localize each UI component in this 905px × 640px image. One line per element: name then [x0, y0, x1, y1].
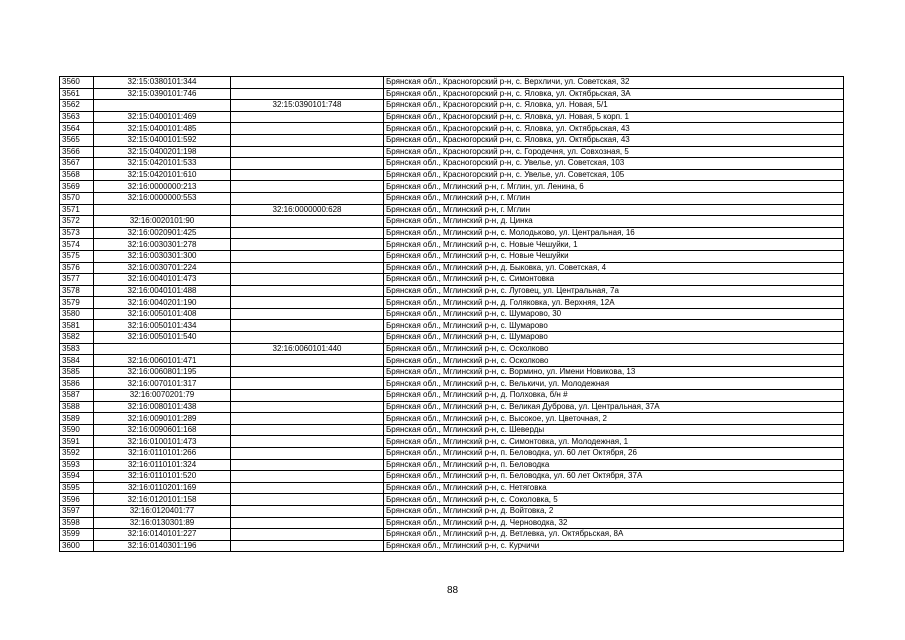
- related-cadastral-number-cell: [231, 262, 384, 274]
- cadastral-number-cell: 32:16:0110101:520: [94, 471, 231, 483]
- related-cadastral-number-cell: [231, 505, 384, 517]
- table-row: [60, 158, 844, 170]
- table-row: [60, 436, 844, 448]
- cadastral-number-cell: 32:16:0050101:540: [94, 332, 231, 344]
- cadastral-number-cell: 32:16:0120401:77: [94, 505, 231, 517]
- related-cadastral-number-cell: [231, 123, 384, 135]
- related-cadastral-number-cell: 32:15:0390101:748: [231, 100, 384, 112]
- cadastral-number-cell: 32:16:0050101:434: [94, 320, 231, 332]
- related-cadastral-number-cell: [231, 424, 384, 436]
- related-cadastral-number-cell: [231, 77, 384, 89]
- related-cadastral-number-cell: [231, 216, 384, 228]
- address-cell: Брянская обл., Мглинский р-н, с. Вормино, ул. Имени Новикова, 13: [384, 366, 844, 378]
- table-row: [60, 88, 844, 100]
- cadastral-number-cell: 32:15:0400101:469: [94, 111, 231, 123]
- address-cell: Брянская обл., Мглинский р-н, с. Высокое, ул. Цветочная, 2: [384, 413, 844, 425]
- related-cadastral-number-cell: [231, 390, 384, 402]
- row-number-cell: 3597: [60, 505, 94, 517]
- address-cell: Брянская обл., Мглинский р-н, с. Шумарово: [384, 320, 844, 332]
- cadastral-number-cell: 32:16:0030301:300: [94, 250, 231, 262]
- row-number-cell: 3561: [60, 88, 94, 100]
- address-cell: Брянская обл., Мглинский р-н, д. Войтовка, 2: [384, 505, 844, 517]
- address-cell: Брянская обл., Мглинский р-н, п. Беловодка, ул. 60 лет Октября, 37А: [384, 471, 844, 483]
- row-number-cell: 3590: [60, 424, 94, 436]
- cadastral-number-cell: 32:15:0400101:592: [94, 134, 231, 146]
- cadastral-number-cell: 32:16:0020901:425: [94, 227, 231, 239]
- related-cadastral-number-cell: 32:16:0000000:628: [231, 204, 384, 216]
- address-cell: Брянская обл., Мглинский р-н, с. Нетяговка: [384, 482, 844, 494]
- table-row: [60, 111, 844, 123]
- cadastral-number-cell: 32:15:0420101:610: [94, 169, 231, 181]
- related-cadastral-number-cell: [231, 529, 384, 541]
- cadastral-number-cell: 32:15:0400101:485: [94, 123, 231, 135]
- address-cell: Брянская обл., Мглинский р-н, с. Симонтовка: [384, 274, 844, 286]
- table-row: [60, 134, 844, 146]
- cadastral-number-cell: 32:16:0000000:213: [94, 181, 231, 193]
- table-row: [60, 378, 844, 390]
- cadastral-number-cell: 32:16:0070201:79: [94, 390, 231, 402]
- table-row: [60, 332, 844, 344]
- row-number-cell: 3591: [60, 436, 94, 448]
- table-row: [60, 424, 844, 436]
- address-cell: Брянская обл., Мглинский р-н, с. Симонтовка, ул. Молодежная, 1: [384, 436, 844, 448]
- address-cell: Брянская обл., Мглинский р-н, д. Цинка: [384, 216, 844, 228]
- row-number-cell: 3600: [60, 540, 94, 552]
- row-number-cell: 3588: [60, 401, 94, 413]
- related-cadastral-number-cell: [231, 181, 384, 193]
- cadastral-number-cell: 32:16:0140301:196: [94, 540, 231, 552]
- address-cell: Брянская обл., Красногорский р-н, с. Увелье, ул. Советская, 105: [384, 169, 844, 181]
- table-row: [60, 239, 844, 251]
- related-cadastral-number-cell: [231, 274, 384, 286]
- cadastral-number-cell: 32:16:0020101:90: [94, 216, 231, 228]
- row-number-cell: 3577: [60, 274, 94, 286]
- table-row: [60, 204, 844, 216]
- cadastral-number-cell: 32:16:0030701:224: [94, 262, 231, 274]
- address-cell: Брянская обл., Мглинский р-н, г. Мглин: [384, 192, 844, 204]
- related-cadastral-number-cell: [231, 285, 384, 297]
- table-row: [60, 320, 844, 332]
- table-row: [60, 123, 844, 135]
- related-cadastral-number-cell: [231, 459, 384, 471]
- row-number-cell: 3586: [60, 378, 94, 390]
- table-row: [60, 355, 844, 367]
- cadastral-number-cell: [94, 204, 231, 216]
- related-cadastral-number-cell: [231, 436, 384, 448]
- table-row: [60, 227, 844, 239]
- cadastral-number-cell: [94, 343, 231, 355]
- address-cell: Брянская обл., Мглинский р-н, д. Голяковка, ул. Верхняя, 12А: [384, 297, 844, 309]
- row-number-cell: 3575: [60, 250, 94, 262]
- address-cell: Брянская обл., Мглинский р-н, д. Ветлевка, ул. Октябрьская, 8А: [384, 529, 844, 541]
- related-cadastral-number-cell: [231, 540, 384, 552]
- address-cell: Брянская обл., Красногорский р-н, с. Городечня, ул. Совхозная, 5: [384, 146, 844, 158]
- related-cadastral-number-cell: [231, 88, 384, 100]
- related-cadastral-number-cell: [231, 308, 384, 320]
- related-cadastral-number-cell: [231, 146, 384, 158]
- table-row: [60, 517, 844, 529]
- address-cell: Брянская обл., Мглинский р-н, с. Осколково: [384, 343, 844, 355]
- address-cell: Брянская обл., Мглинский р-н, п. Беловодка: [384, 459, 844, 471]
- table-row: [60, 308, 844, 320]
- related-cadastral-number-cell: [231, 239, 384, 251]
- cadastral-number-cell: 32:16:0060101:471: [94, 355, 231, 367]
- cadastral-number-cell: 32:16:0110101:266: [94, 448, 231, 460]
- related-cadastral-number-cell: [231, 517, 384, 529]
- address-cell: Брянская обл., Мглинский р-н, с. Шумарово, 30: [384, 308, 844, 320]
- related-cadastral-number-cell: [231, 378, 384, 390]
- table-row: [60, 390, 844, 402]
- row-number-cell: 3579: [60, 297, 94, 309]
- related-cadastral-number-cell: [231, 401, 384, 413]
- address-cell: Брянская обл., Красногорский р-н, с. Яловка, ул. Октябрьская, 43: [384, 123, 844, 135]
- address-cell: Брянская обл., Мглинский р-н, с. Молодьково, ул. Центральная, 16: [384, 227, 844, 239]
- related-cadastral-number-cell: [231, 134, 384, 146]
- address-cell: Брянская обл., Красногорский р-н, с. Увелье, ул. Советская, 103: [384, 158, 844, 170]
- cadastral-number-cell: 32:15:0390101:746: [94, 88, 231, 100]
- row-number-cell: 3585: [60, 366, 94, 378]
- address-cell: Брянская обл., Красногорский р-н, с. Яловка, ул. Новая, 5/1: [384, 100, 844, 112]
- related-cadastral-number-cell: [231, 413, 384, 425]
- table-row: [60, 169, 844, 181]
- table-row: [60, 181, 844, 193]
- related-cadastral-number-cell: [231, 448, 384, 460]
- registry-table: [59, 76, 844, 552]
- table-row: [60, 494, 844, 506]
- related-cadastral-number-cell: [231, 494, 384, 506]
- cadastral-number-cell: 32:16:0110201:169: [94, 482, 231, 494]
- table-row: [60, 216, 844, 228]
- table-row: [60, 413, 844, 425]
- table-row: [60, 262, 844, 274]
- row-number-cell: 3593: [60, 459, 94, 471]
- related-cadastral-number-cell: [231, 482, 384, 494]
- row-number-cell: 3595: [60, 482, 94, 494]
- table-row: [60, 274, 844, 286]
- cadastral-number-cell: 32:16:0070101:317: [94, 378, 231, 390]
- row-number-cell: 3560: [60, 77, 94, 89]
- cadastral-number-cell: 32:15:0380101:344: [94, 77, 231, 89]
- address-cell: Брянская обл., Мглинский р-н, с. Курчичи: [384, 540, 844, 552]
- cadastral-number-cell: [94, 100, 231, 112]
- cadastral-number-cell: 32:16:0110101:324: [94, 459, 231, 471]
- row-number-cell: 3596: [60, 494, 94, 506]
- address-cell: Брянская обл., Красногорский р-н, с. Яловка, ул. Октябрьская, 43: [384, 134, 844, 146]
- row-number-cell: 3567: [60, 158, 94, 170]
- cadastral-number-cell: 32:16:0040201:190: [94, 297, 231, 309]
- row-number-cell: 3594: [60, 471, 94, 483]
- table-row: [60, 459, 844, 471]
- related-cadastral-number-cell: 32:16:0060101:440: [231, 343, 384, 355]
- related-cadastral-number-cell: [231, 471, 384, 483]
- related-cadastral-number-cell: [231, 297, 384, 309]
- row-number-cell: 3576: [60, 262, 94, 274]
- table-row: [60, 285, 844, 297]
- cadastral-number-cell: 32:16:0090101:289: [94, 413, 231, 425]
- registry-table-body: [60, 77, 844, 552]
- row-number-cell: 3572: [60, 216, 94, 228]
- table-row: [60, 297, 844, 309]
- row-number-cell: 3578: [60, 285, 94, 297]
- cadastral-number-cell: 32:16:0090601:168: [94, 424, 231, 436]
- table-row: [60, 100, 844, 112]
- related-cadastral-number-cell: [231, 158, 384, 170]
- table-row: [60, 540, 844, 552]
- row-number-cell: 3599: [60, 529, 94, 541]
- cadastral-number-cell: 32:16:0060801:195: [94, 366, 231, 378]
- address-cell: Брянская обл., Мглинский р-н, с. Новые Чешуйки, 1: [384, 239, 844, 251]
- table-row: [60, 505, 844, 517]
- cadastral-number-cell: 32:16:0140101:227: [94, 529, 231, 541]
- row-number-cell: 3589: [60, 413, 94, 425]
- row-number-cell: 3584: [60, 355, 94, 367]
- address-cell: Брянская обл., Мглинский р-н, п. Беловодка, ул. 60 лет Октября, 26: [384, 448, 844, 460]
- row-number-cell: 3562: [60, 100, 94, 112]
- table-row: [60, 343, 844, 355]
- row-number-cell: 3592: [60, 448, 94, 460]
- table-row: [60, 401, 844, 413]
- table-row: [60, 192, 844, 204]
- address-cell: Брянская обл., Мглинский р-н, с. Осколково: [384, 355, 844, 367]
- address-cell: Брянская обл., Мглинский р-н, с. Великая Дуброва, ул. Центральная, 37А: [384, 401, 844, 413]
- cadastral-number-cell: 32:16:0130301:89: [94, 517, 231, 529]
- table-row: [60, 448, 844, 460]
- address-cell: Брянская обл., Мглинский р-н, с. Соколовка, 5: [384, 494, 844, 506]
- address-cell: Брянская обл., Мглинский р-н, д. Полховка, б/н #: [384, 390, 844, 402]
- page-number: 88: [446, 585, 459, 596]
- row-number-cell: 3580: [60, 308, 94, 320]
- address-cell: Брянская обл., Мглинский р-н, д. Быковка, ул. Советская, 4: [384, 262, 844, 274]
- row-number-cell: 3583: [60, 343, 94, 355]
- row-number-cell: 3570: [60, 192, 94, 204]
- related-cadastral-number-cell: [231, 332, 384, 344]
- related-cadastral-number-cell: [231, 250, 384, 262]
- table-row: [60, 146, 844, 158]
- table-row: [60, 529, 844, 541]
- table-row: [60, 482, 844, 494]
- row-number-cell: 3587: [60, 390, 94, 402]
- row-number-cell: 3573: [60, 227, 94, 239]
- address-cell: Брянская обл., Мглинский р-н, д. Черноводка, 32: [384, 517, 844, 529]
- related-cadastral-number-cell: [231, 192, 384, 204]
- related-cadastral-number-cell: [231, 169, 384, 181]
- address-cell: Брянская обл., Красногорский р-н, с. Яловка, ул. Новая, 5 корп. 1: [384, 111, 844, 123]
- address-cell: Брянская обл., Мглинский р-н, с. Велькичи, ул. Молодежная: [384, 378, 844, 390]
- cadastral-number-cell: 32:16:0050101:408: [94, 308, 231, 320]
- related-cadastral-number-cell: [231, 111, 384, 123]
- related-cadastral-number-cell: [231, 320, 384, 332]
- address-cell: Брянская обл., Мглинский р-н, с. Шеверды: [384, 424, 844, 436]
- cadastral-number-cell: 32:15:0400201:198: [94, 146, 231, 158]
- cadastral-number-cell: 32:15:0420101:533: [94, 158, 231, 170]
- address-cell: Брянская обл., Мглинский р-н, г. Мглин, ул. Ленина, 6: [384, 181, 844, 193]
- table-row: [60, 77, 844, 89]
- row-number-cell: 3574: [60, 239, 94, 251]
- address-cell: Брянская обл., Красногорский р-н, с. Яловка, ул. Октябрьская, 3А: [384, 88, 844, 100]
- cadastral-number-cell: 32:16:0080101:438: [94, 401, 231, 413]
- address-cell: Брянская обл., Мглинский р-н, г. Мглин: [384, 204, 844, 216]
- table-row: [60, 471, 844, 483]
- row-number-cell: 3598: [60, 517, 94, 529]
- related-cadastral-number-cell: [231, 355, 384, 367]
- address-cell: Брянская обл., Мглинский р-н, с. Новые Чешуйки: [384, 250, 844, 262]
- row-number-cell: 3564: [60, 123, 94, 135]
- address-cell: Брянская обл., Мглинский р-н, с. Шумарово: [384, 332, 844, 344]
- cadastral-number-cell: 32:16:0100101:473: [94, 436, 231, 448]
- row-number-cell: 3565: [60, 134, 94, 146]
- related-cadastral-number-cell: [231, 366, 384, 378]
- cadastral-number-cell: 32:16:0040101:473: [94, 274, 231, 286]
- row-number-cell: 3566: [60, 146, 94, 158]
- row-number-cell: 3582: [60, 332, 94, 344]
- row-number-cell: 3569: [60, 181, 94, 193]
- address-cell: Брянская обл., Мглинский р-н, с. Луговец, ул. Центральная, 7а: [384, 285, 844, 297]
- table-row: [60, 250, 844, 262]
- row-number-cell: 3571: [60, 204, 94, 216]
- address-cell: Брянская обл., Красногорский р-н, с. Верхличи, ул. Советская, 32: [384, 77, 844, 89]
- table-row: [60, 366, 844, 378]
- row-number-cell: 3568: [60, 169, 94, 181]
- cadastral-number-cell: 32:16:0040101:488: [94, 285, 231, 297]
- cadastral-number-cell: 32:16:0000000:553: [94, 192, 231, 204]
- cadastral-number-cell: 32:16:0120101:158: [94, 494, 231, 506]
- related-cadastral-number-cell: [231, 227, 384, 239]
- row-number-cell: 3581: [60, 320, 94, 332]
- cadastral-number-cell: 32:16:0030301:278: [94, 239, 231, 251]
- row-number-cell: 3563: [60, 111, 94, 123]
